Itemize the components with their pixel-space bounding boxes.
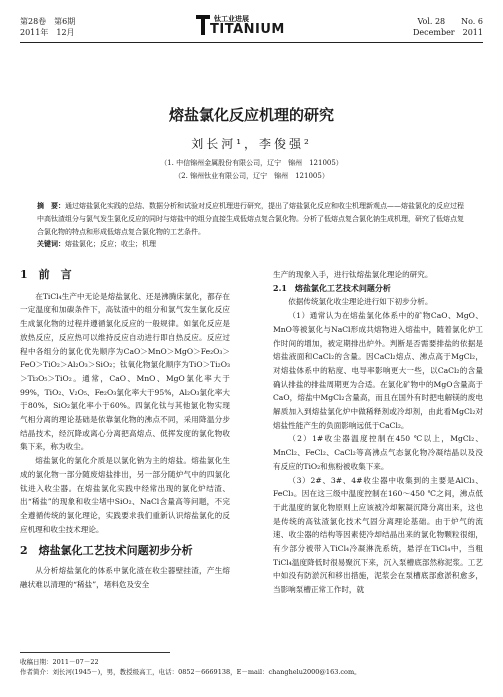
keywords-text: 熔盐氯化；反应；收尘；机理	[65, 240, 156, 248]
footnote-rule	[20, 652, 170, 653]
affiliation-2: （2. 锦州钛业有限公司，辽宁 锦州 121005）	[174, 172, 329, 180]
right-paragraph-2: （1）通常认为在熔盐氯化体系中的矿物CaO、MgO、MnO等被氯化与NaCl形成共熔物进入熔盐中，随着氯化炉工作时间的增加，被定期排出炉外。判断是否需要排盐的依据是熔盐液面和CaCl₂的含量。因CaCl₂熔点、沸点高于MgCl₂，对熔盐体系中的粘度、电导率影响更大一些，以CaCl₂的含量确认排盐的排盐周期更为合适。在氯化矿物中的MgO含量高于CaO，熔盐中MgCl₂含量高，而且在国外有时把电解镁的废电解质加入到熔盐氯化炉中做稀释剂或冷却剂，由此看MgCl₂对熔盐性能产生的负面影响远低于CaCl₂。	[273, 311, 483, 430]
left-paragraph-3: 从分析熔盐氯化的体系中氯化渣在收尘器壁挂渣，产生熔融状难以清理的“稀盐”，堵料危及安全	[20, 566, 230, 589]
abstract-label: 摘 要：	[37, 201, 65, 210]
paper-title: 熔盐氯化反应机理的研究	[168, 106, 334, 124]
section-2-heading: 2 熔盐氯化工艺技术问题初步分析	[20, 544, 193, 558]
footnote	[20, 657, 483, 677]
section-1-heading: 1 前 言	[20, 268, 72, 281]
author-bio: 作者简介：刘长河(1945－)，男，教授级高工，电话：0852－6669138，E－mail：changhelu2000@163.com。	[20, 668, 361, 676]
logo-en-text: TITANIUM	[210, 22, 285, 37]
abstract-text: 通过熔盐氯化实践的总结、数据分析和试验对反应机理进行研究，提出了熔盐氯化反应和收尘机理新观点——熔盐氯化的反应过程中高钛渣组分与氯气发生氯化反应的同时与熔盐中的组分直接生成低熔点复合氯化物。分析了低熔点复合氯化钠生成机理，研究了低熔点复合氯化物的特点和形成低熔点复合氯化物的工艺条件。	[37, 202, 464, 236]
journal-volume-cn: 第28卷 第6期	[20, 17, 76, 26]
keywords-label: 关键词：	[37, 239, 65, 248]
journal-date-cn: 2011年 12月	[20, 28, 75, 37]
journal-logo	[196, 14, 306, 38]
right-paragraph-0: 生产的现象入手，进行钛熔盐氯化理论的研究。	[273, 270, 433, 279]
left-paragraph-1: 在TiCl₄生产中无论是熔盐氯化、还是沸腾床氯化，都存在一定温度和加碳条件下，高钛渣中的组分和氯气发生氯化反应生成氯化物的过程并遵循氯化反应的一般规律。如氯化反应是放热反应，反应热可以维持反应自动进行即自热反应。反应过程中各组分的氯化优先顺序为CaO＞MnO＞MgO＞Fe₂O₃＞FeO＞TiO₂＞Al₂O₃＞SiO₂；钛氧化物氯化顺序为TiO＞Ti₂O₃＞Ti₃O₅＞TiO₂。通常，CaO、MnO、MgO氯化率大于99%，TiO₂、V₂O₅、Fe₂O₃氯化率大于95%，Al₂O₃氯化率大于80%，SiO₂氯化率小于60%。四氯化钛与其他氯化物实现气相分离的理论基础是依靠氯化物的沸点不同，采用降温分步结晶技术，经沉降或离心分离把高熔点、低挥发度的氯化物收集下来，称为收尘。	[20, 291, 230, 452]
right-paragraph-4: （3）2#、3#、4#收尘器中收集到的主要是AlCl₃、FeCl₃。因在这三级中温度控制在160～450 ℃之间，沸点低于此温度的氯化物原则上应该被冷却絮凝沉降分离出来，这也是传统的高钛渣氯化技术气固分离理论基础。由于炉气的流速、收尘器的结构等因素使冷却结晶出来的氯化物颗粒很细，有少部分被带入TiCl₄冷凝淋洗系统，悬浮在TiCl₄中，当粗TiCl₄温度降低时很易聚沉下来，沉入泵槽底部然称泥浆。工艺中如没有防淤沉和移出措施，泥浆会在泵槽底部愈淤积愈多，当影响泵槽正常工作时，就	[273, 475, 483, 595]
left-paragraph-2: 熔盐氯化的氯化介质是以氯化钠为主的熔盐。熔盐氯化生成的氯化物一部分随废熔盐排出，另一部分随炉气中的四氯化钛进入收尘器。在熔盐氯化实践中经常出现的氯化炉结渣、出“稀盐”的现象和收尘堵中SiO₂、NaCl含量高等问题，不完全遵循传统的氯化理论，实践要求我们重新认识熔盐氯化的反应机理和收尘技术理论。	[20, 456, 230, 534]
subsection-2-1-heading: 2.1 熔盐氯化工艺技术问题分析	[273, 282, 391, 293]
journal-date-en: December 2011	[413, 28, 483, 37]
left-column	[20, 268, 230, 591]
right-column	[273, 268, 483, 597]
header-rule	[20, 42, 483, 43]
received-date: 收稿日期：2011－07－22	[20, 658, 99, 666]
affiliation-1: （1. 中信锦州金属股份有限公司，辽宁 锦州 121005）	[160, 159, 343, 167]
titanium-logo-icon	[196, 15, 210, 35]
paper-authors: 刘长河¹，李俊强²	[191, 137, 312, 151]
journal-volume-en: Vol. 28 No. 6	[417, 17, 483, 26]
keywords	[37, 239, 156, 249]
logo-cn-text: 钛工业进展	[214, 15, 249, 23]
abstract	[37, 199, 465, 239]
right-paragraph-1: 依据传统氯化收尘理论进行如下初步分析。	[288, 297, 433, 307]
right-paragraph-3: （2）1#收尘器温度控制在450 ℃以上，MgCl₂、MnCl₂、FeCl₂、CaCl₂等高沸点气态氯化物冷凝结晶以及没有反应的TiO₂和焦粉被收集下来。	[273, 434, 483, 471]
